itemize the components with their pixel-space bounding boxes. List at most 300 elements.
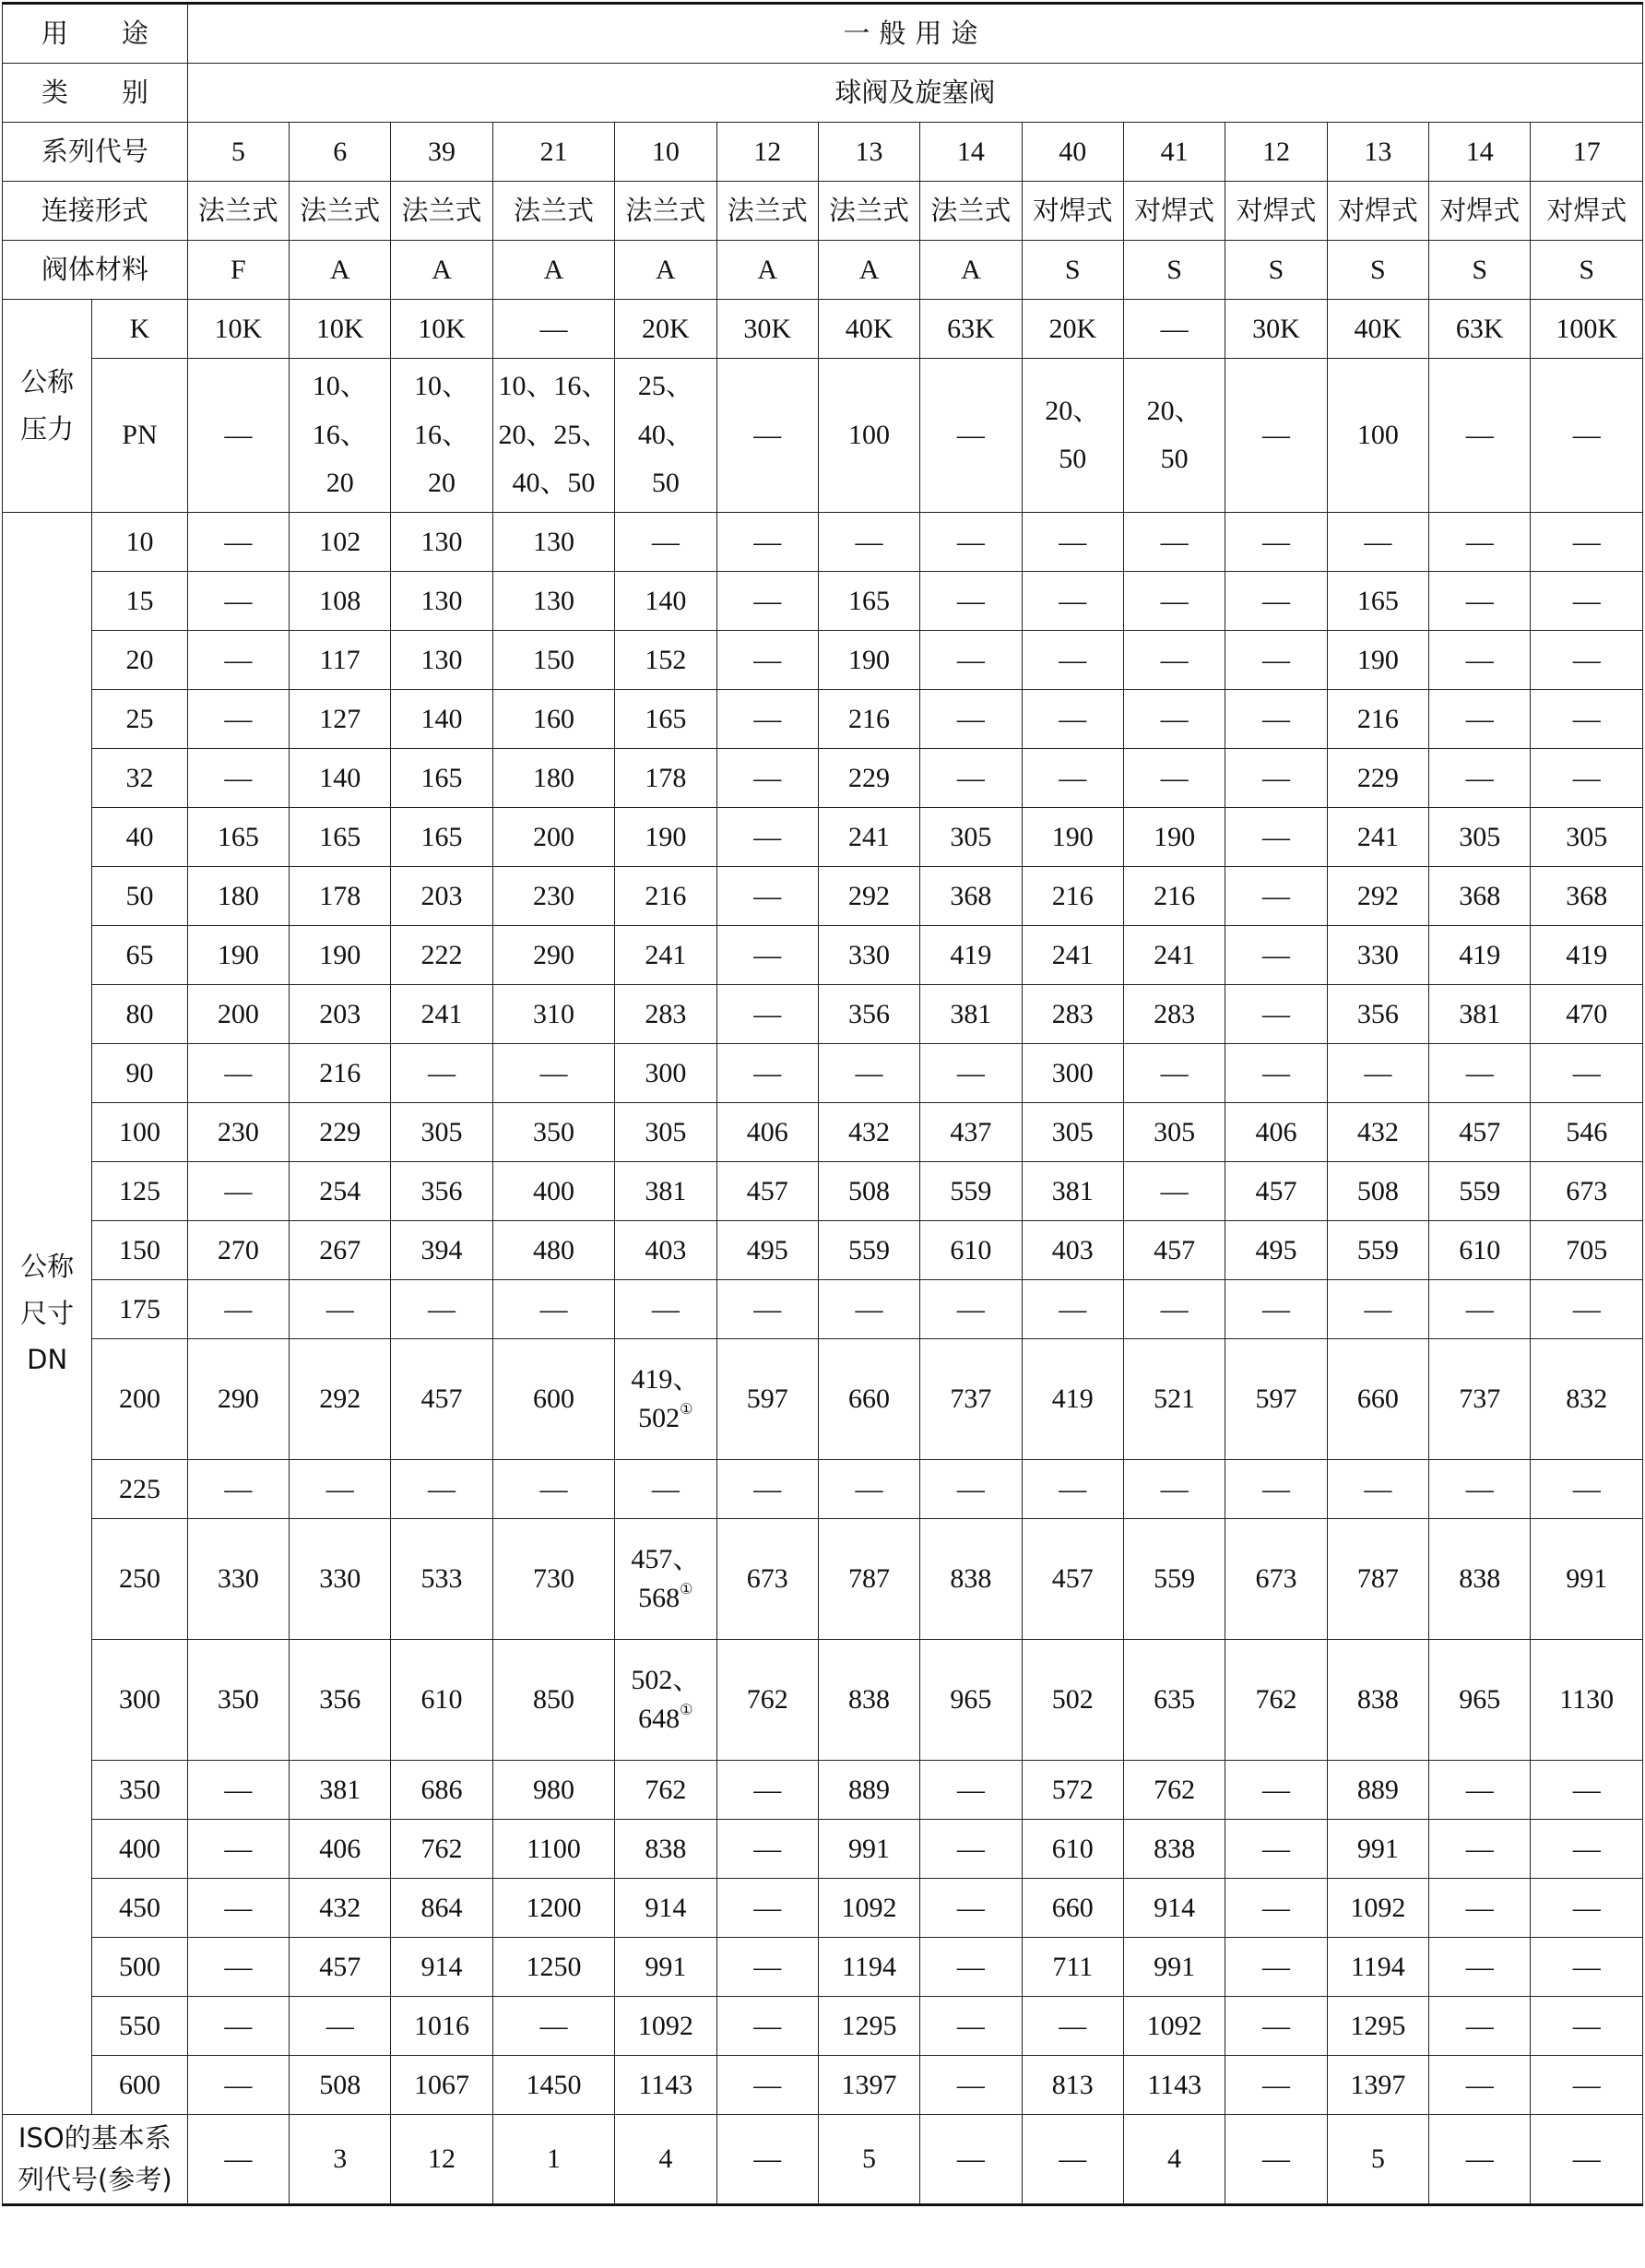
length-value-cell: — xyxy=(187,1044,289,1103)
dn-row xyxy=(3,1162,1643,1221)
material-cell: S xyxy=(1531,241,1643,300)
length-value-cell: 283 xyxy=(1022,985,1123,1044)
length-value-cell: 559 xyxy=(1429,1162,1531,1221)
length-value-cell: 283 xyxy=(1123,985,1225,1044)
length-value-cell: — xyxy=(187,572,289,631)
length-value-cell: — xyxy=(1123,690,1225,749)
length-value-cell: 1100 xyxy=(492,1820,614,1879)
length-value-cell: — xyxy=(1531,1938,1643,1997)
k-value-cell: 30K xyxy=(1225,300,1327,359)
length-value-cell: — xyxy=(818,1044,919,1103)
length-value-cell: — xyxy=(290,1997,391,2056)
iso-value-cell: 3 xyxy=(290,2115,391,2205)
length-value-cell: 914 xyxy=(391,1938,492,1997)
length-value-cell: 102 xyxy=(290,513,391,572)
series-code-cell: 40 xyxy=(1022,123,1123,182)
length-value-cell: 190 xyxy=(1327,631,1428,690)
length-value-cell: — xyxy=(920,1460,1022,1519)
length-value-cell: 838 xyxy=(615,1820,716,1879)
length-value-cell: 216 xyxy=(1327,690,1428,749)
length-value-cell: — xyxy=(1429,1280,1531,1339)
length-value-cell: 850 xyxy=(492,1640,614,1761)
dn-size-cell: 450 xyxy=(92,1879,187,1938)
dn-row xyxy=(3,867,1643,926)
length-value-cell: 178 xyxy=(290,867,391,926)
length-value-cell: — xyxy=(920,1879,1022,1938)
length-value-cell: 711 xyxy=(1022,1938,1123,1997)
dn-row xyxy=(3,631,1643,690)
dn-size-cell: 20 xyxy=(92,631,187,690)
length-value-cell: — xyxy=(1123,572,1225,631)
length-value-cell: 200 xyxy=(492,808,614,867)
iso-value-cell: 4 xyxy=(615,2115,716,2205)
length-value-cell: 660 xyxy=(1022,1879,1123,1938)
length-value-cell: — xyxy=(1022,572,1123,631)
length-value-cell: 1194 xyxy=(1327,1938,1428,1997)
length-value-cell: 241 xyxy=(391,985,492,1044)
dn-size-cell: 500 xyxy=(92,1938,187,1997)
dn-row xyxy=(3,1879,1643,1938)
material-cell: S xyxy=(1022,241,1123,300)
length-value-cell: 838 xyxy=(818,1640,919,1761)
k-value-cell: 20K xyxy=(615,300,716,359)
length-value-cell: 330 xyxy=(818,926,919,985)
category-row xyxy=(3,64,1643,123)
length-value-cell: 356 xyxy=(818,985,919,1044)
length-value-cell: — xyxy=(716,926,818,985)
length-value-cell: 160 xyxy=(492,690,614,749)
length-value-cell: 180 xyxy=(187,867,289,926)
length-value-cell: — xyxy=(492,1460,614,1519)
dn-row xyxy=(3,808,1643,867)
length-value-cell: — xyxy=(716,1820,818,1879)
length-value-cell: 140 xyxy=(615,572,716,631)
length-value-cell: 813 xyxy=(1022,2056,1123,2115)
length-value-cell: — xyxy=(391,1460,492,1519)
length-value-cell: 686 xyxy=(391,1761,492,1820)
length-value-cell: 190 xyxy=(1123,808,1225,867)
length-value-cell: — xyxy=(1225,690,1327,749)
length-value-cell: — xyxy=(187,1938,289,1997)
length-value-cell: 457 xyxy=(1123,1221,1225,1280)
length-value-cell: 508 xyxy=(1327,1162,1428,1221)
length-value-cell: 292 xyxy=(290,1339,391,1460)
dn-row xyxy=(3,1640,1643,1761)
length-value-cell: 178 xyxy=(615,749,716,808)
length-value-cell: — xyxy=(391,1280,492,1339)
length-value-cell: — xyxy=(1225,1280,1327,1339)
length-value-cell: 165 xyxy=(615,690,716,749)
length-value-cell: — xyxy=(818,1460,919,1519)
length-value-cell: — xyxy=(1531,1997,1643,2056)
length-value-cell: 150 xyxy=(492,631,614,690)
length-value-cell: 406 xyxy=(716,1103,818,1162)
length-value-cell: — xyxy=(716,572,818,631)
length-value-cell: 419 xyxy=(1022,1339,1123,1460)
length-value-cell: 305 xyxy=(1429,808,1531,867)
length-value-cell: 1200 xyxy=(492,1879,614,1938)
length-value-cell: — xyxy=(1225,1879,1327,1938)
connection-cell: 对焊式 xyxy=(1022,182,1123,241)
usage-value: 一般用途 xyxy=(187,4,1642,64)
length-value-cell: 1130 xyxy=(1531,1640,1643,1761)
length-value-cell: 406 xyxy=(1225,1103,1327,1162)
length-value-cell: — xyxy=(1022,1460,1123,1519)
length-value-cell: — xyxy=(187,690,289,749)
length-value-cell: 130 xyxy=(391,513,492,572)
length-value-cell: — xyxy=(187,1280,289,1339)
length-value-cell: — xyxy=(1022,513,1123,572)
dn-group-label: 公称 尺寸 DN xyxy=(3,513,92,2115)
connection-cell: 对焊式 xyxy=(1123,182,1225,241)
length-value-cell: — xyxy=(1429,1044,1531,1103)
length-value-cell: 152 xyxy=(615,631,716,690)
length-value-cell: — xyxy=(716,1460,818,1519)
dn-row xyxy=(3,1761,1643,1820)
length-value-cell: 300 xyxy=(615,1044,716,1103)
length-value-cell: 705 xyxy=(1531,1221,1643,1280)
length-value-cell: — xyxy=(615,1280,716,1339)
length-value-cell: — xyxy=(1531,572,1643,631)
length-value-cell: 1397 xyxy=(818,2056,919,2115)
iso-value-cell: — xyxy=(1225,2115,1327,2205)
series-code-cell: 13 xyxy=(818,123,919,182)
pn-value-cell: — xyxy=(716,359,818,513)
length-value-cell: 241 xyxy=(818,808,919,867)
length-value-cell: — xyxy=(1429,1938,1531,1997)
length-value-cell: 310 xyxy=(492,985,614,1044)
iso-value-cell: 4 xyxy=(1123,2115,1225,2205)
iso-label: ISO的基本系列代号(参考) xyxy=(3,2115,188,2205)
connection-cell: 法兰式 xyxy=(391,182,492,241)
length-value-cell: 406 xyxy=(290,1820,391,1879)
length-value-cell: 495 xyxy=(1225,1221,1327,1280)
iso-value-cell: — xyxy=(187,2115,289,2205)
length-value-cell: 241 xyxy=(1123,926,1225,985)
length-value-cell: 356 xyxy=(1327,985,1428,1044)
length-value-cell: 368 xyxy=(920,867,1022,926)
pn-value-cell: — xyxy=(1429,359,1531,513)
material-cell: A xyxy=(615,241,716,300)
length-value-cell: 470 xyxy=(1531,985,1643,1044)
length-value-cell: — xyxy=(920,690,1022,749)
material-cell: F xyxy=(187,241,289,300)
length-value-cell: 330 xyxy=(290,1519,391,1640)
length-value-cell: 305 xyxy=(391,1103,492,1162)
pressure-k-label: K xyxy=(92,300,187,359)
length-value-cell: 1092 xyxy=(615,1997,716,2056)
length-value-cell: 991 xyxy=(615,1938,716,1997)
length-value-cell: 480 xyxy=(492,1221,614,1280)
length-value-cell: 368 xyxy=(1531,867,1643,926)
length-value-cell: — xyxy=(187,1997,289,2056)
length-value-cell: — xyxy=(920,1761,1022,1820)
length-value-cell: — xyxy=(1531,1280,1643,1339)
length-value-cell: — xyxy=(1225,513,1327,572)
dn-size-cell: 125 xyxy=(92,1162,187,1221)
length-value-cell: 165 xyxy=(391,749,492,808)
dn-size-cell: 65 xyxy=(92,926,187,985)
length-value-cell: 216 xyxy=(1123,867,1225,926)
length-value-cell: — xyxy=(1531,1820,1643,1879)
k-value-cell: 40K xyxy=(1327,300,1428,359)
material-cell: A xyxy=(290,241,391,300)
length-value-cell: 165 xyxy=(290,808,391,867)
length-value-cell: 533 xyxy=(391,1519,492,1640)
length-value-cell: 762 xyxy=(615,1761,716,1820)
length-value-cell: 203 xyxy=(290,985,391,1044)
length-value-cell: 350 xyxy=(187,1640,289,1761)
length-value-cell: — xyxy=(716,1879,818,1938)
length-value-cell: 381 xyxy=(1022,1162,1123,1221)
dn-size-cell: 150 xyxy=(92,1221,187,1280)
length-value-cell: 838 xyxy=(1327,1640,1428,1761)
length-value-cell: — xyxy=(1327,1280,1428,1339)
connection-cell: 法兰式 xyxy=(492,182,614,241)
length-value-cell: — xyxy=(1225,867,1327,926)
length-value-cell: — xyxy=(1123,631,1225,690)
pn-value-cell: — xyxy=(1225,359,1327,513)
length-value-cell: 1067 xyxy=(391,2056,492,2115)
length-value-cell: — xyxy=(1429,1460,1531,1519)
length-value-cell: — xyxy=(1327,1044,1428,1103)
k-value-cell: 63K xyxy=(1429,300,1531,359)
footnote-marker: ① xyxy=(680,1582,693,1597)
length-value-cell: 437 xyxy=(920,1103,1022,1162)
length-value-cell: 1295 xyxy=(1327,1997,1428,2056)
length-value-cell: 283 xyxy=(615,985,716,1044)
length-value-cell: 403 xyxy=(615,1221,716,1280)
pn-value-cell: 20、 50 xyxy=(1022,359,1123,513)
pressure-pn-row xyxy=(3,359,1643,513)
length-value-cell: 660 xyxy=(1327,1339,1428,1460)
length-value-cell: — xyxy=(1531,690,1643,749)
length-value-cell: — xyxy=(716,1280,818,1339)
length-value-cell: — xyxy=(1225,926,1327,985)
length-value-cell: — xyxy=(920,1044,1022,1103)
dn-row xyxy=(3,1938,1643,1997)
length-value-cell: — xyxy=(716,1044,818,1103)
length-value-cell: 305 xyxy=(615,1103,716,1162)
length-value-cell: — xyxy=(492,1997,614,2056)
length-value-cell: — xyxy=(716,690,818,749)
series-code-cell: 14 xyxy=(1429,123,1531,182)
length-value-cell: 914 xyxy=(1123,1879,1225,1938)
length-value-cell: 230 xyxy=(187,1103,289,1162)
length-value-cell: — xyxy=(187,749,289,808)
length-value-cell: 254 xyxy=(290,1162,391,1221)
length-value-cell: — xyxy=(1123,1460,1225,1519)
iso-value-cell: — xyxy=(920,2115,1022,2205)
connection-cell: 法兰式 xyxy=(290,182,391,241)
length-value-cell: 546 xyxy=(1531,1103,1643,1162)
dn-row xyxy=(3,1339,1643,1460)
length-value-cell: — xyxy=(920,1997,1022,2056)
k-value-cell: 20K xyxy=(1022,300,1123,359)
length-value-cell: — xyxy=(187,513,289,572)
length-value-cell: — xyxy=(716,1761,818,1820)
length-value-cell: 330 xyxy=(187,1519,289,1640)
dn-size-cell: 300 xyxy=(92,1640,187,1761)
length-value-cell: 190 xyxy=(1022,808,1123,867)
dn-row xyxy=(3,985,1643,1044)
length-value-cell: — xyxy=(818,513,919,572)
dn-size-cell: 10 xyxy=(92,513,187,572)
length-value-cell: 1250 xyxy=(492,1938,614,1997)
length-value-cell: 267 xyxy=(290,1221,391,1280)
length-value-cell: 381 xyxy=(615,1162,716,1221)
dn-row xyxy=(3,749,1643,808)
length-value-cell: 140 xyxy=(290,749,391,808)
connection-cell: 对焊式 xyxy=(1327,182,1428,241)
k-value-cell: 63K xyxy=(920,300,1022,359)
connection-cell: 对焊式 xyxy=(1225,182,1327,241)
length-value-cell: 457 xyxy=(1225,1162,1327,1221)
length-value-cell: 190 xyxy=(615,808,716,867)
length-value-cell: 180 xyxy=(492,749,614,808)
category-value: 球阀及旋塞阀 xyxy=(187,64,1642,123)
length-value-cell: 502 xyxy=(1022,1640,1123,1761)
length-value-cell: 457 xyxy=(716,1162,818,1221)
length-value-cell: — xyxy=(1225,985,1327,1044)
material-label: 阀体材料 xyxy=(3,241,188,300)
material-cell: S xyxy=(1225,241,1327,300)
length-value-cell: 130 xyxy=(492,572,614,631)
pressure-k-row xyxy=(3,300,1643,359)
length-value-cell: 673 xyxy=(1225,1519,1327,1640)
length-value-cell: 737 xyxy=(1429,1339,1531,1460)
length-value-cell: 394 xyxy=(391,1221,492,1280)
length-value-cell: 216 xyxy=(1022,867,1123,926)
dn-size-cell: 175 xyxy=(92,1280,187,1339)
length-value-cell: — xyxy=(492,1280,614,1339)
length-value-cell: 432 xyxy=(290,1879,391,1938)
length-value-cell: 673 xyxy=(1531,1162,1643,1221)
iso-row xyxy=(3,2115,1643,2205)
length-value-cell: — xyxy=(187,1879,289,1938)
category-label: 类 别 xyxy=(3,64,188,123)
length-value-cell: 140 xyxy=(391,690,492,749)
length-value-cell: 270 xyxy=(187,1221,289,1280)
length-value-cell: 762 xyxy=(716,1640,818,1761)
length-value-cell: 108 xyxy=(290,572,391,631)
dn-size-cell: 250 xyxy=(92,1519,187,1640)
length-value-cell: — xyxy=(1022,1997,1123,2056)
material-cell: A xyxy=(920,241,1022,300)
length-value-cell: 610 xyxy=(920,1221,1022,1280)
pn-value-cell: 25、 40、 50 xyxy=(615,359,716,513)
dn-size-cell: 225 xyxy=(92,1460,187,1519)
length-value-cell: 1450 xyxy=(492,2056,614,2115)
length-value-cell: 305 xyxy=(920,808,1022,867)
length-value-cell: 559 xyxy=(1123,1519,1225,1640)
length-value-cell: — xyxy=(1429,1820,1531,1879)
dn-size-cell: 100 xyxy=(92,1103,187,1162)
dn-size-cell: 90 xyxy=(92,1044,187,1103)
dn-size-cell: 80 xyxy=(92,985,187,1044)
dn-size-cell: 600 xyxy=(92,2056,187,2115)
dn-row xyxy=(3,926,1643,985)
iso-value-cell: — xyxy=(1022,2115,1123,2205)
length-value-cell: 190 xyxy=(187,926,289,985)
dn-size-cell: 350 xyxy=(92,1761,187,1820)
length-value-cell: — xyxy=(1327,513,1428,572)
length-value-cell: 457 xyxy=(391,1339,492,1460)
length-value-cell: 635 xyxy=(1123,1640,1225,1761)
length-value-cell: — xyxy=(1123,513,1225,572)
length-value-cell: — xyxy=(920,2056,1022,2115)
length-value-cell: — xyxy=(1022,690,1123,749)
length-value-cell: 1397 xyxy=(1327,2056,1428,2115)
iso-value-cell: — xyxy=(1429,2115,1531,2205)
length-value-cell: 127 xyxy=(290,690,391,749)
iso-value-cell: 5 xyxy=(818,2115,919,2205)
length-value-cell: — xyxy=(1531,1044,1643,1103)
length-value-cell: 980 xyxy=(492,1761,614,1820)
k-value-cell: 10K xyxy=(391,300,492,359)
dn-size-cell: 550 xyxy=(92,1997,187,2056)
length-value-cell: 130 xyxy=(391,572,492,631)
series-code-cell: 14 xyxy=(920,123,1022,182)
dn-size-cell: 25 xyxy=(92,690,187,749)
k-value-cell: — xyxy=(492,300,614,359)
length-value-cell: — xyxy=(1225,572,1327,631)
length-value-cell: — xyxy=(1225,1938,1327,1997)
length-value-cell: — xyxy=(1531,1761,1643,1820)
length-value-cell: — xyxy=(1429,749,1531,808)
length-value-cell: 991 xyxy=(1123,1938,1225,1997)
length-value-cell: 290 xyxy=(187,1339,289,1460)
k-value-cell: — xyxy=(1123,300,1225,359)
dn-row xyxy=(3,1280,1643,1339)
length-value-cell: 230 xyxy=(492,867,614,926)
length-value-cell: — xyxy=(1531,513,1643,572)
usage-row xyxy=(3,4,1643,64)
length-value-cell: — xyxy=(492,1044,614,1103)
length-value-cell: 610 xyxy=(1022,1820,1123,1879)
material-cell: S xyxy=(1123,241,1225,300)
length-value-cell: 403 xyxy=(1022,1221,1123,1280)
length-value-cell: — xyxy=(187,1820,289,1879)
length-value-cell: — xyxy=(716,985,818,1044)
pn-value-cell: 100 xyxy=(818,359,919,513)
dn-size-cell: 32 xyxy=(92,749,187,808)
length-value-cell: 1143 xyxy=(1123,2056,1225,2115)
length-value-cell: — xyxy=(818,1280,919,1339)
connection-cell: 对焊式 xyxy=(1429,182,1531,241)
length-value-cell: 889 xyxy=(818,1761,919,1820)
length-value-cell: 290 xyxy=(492,926,614,985)
k-value-cell: 30K xyxy=(716,300,818,359)
series-code-cell: 21 xyxy=(492,123,614,182)
length-value-cell: 117 xyxy=(290,631,391,690)
pn-value-cell: 100 xyxy=(1327,359,1428,513)
length-value-cell: 991 xyxy=(1531,1519,1643,1640)
length-value-cell: 991 xyxy=(818,1820,919,1879)
length-value-cell: 914 xyxy=(615,1879,716,1938)
length-value-cell: — xyxy=(1327,1460,1428,1519)
length-value-cell: 300 xyxy=(1022,1044,1123,1103)
length-value-cell: 737 xyxy=(920,1339,1022,1460)
length-value-cell: 508 xyxy=(290,2056,391,2115)
dn-size-cell: 15 xyxy=(92,572,187,631)
length-value-cell: 502、 648① xyxy=(615,1640,716,1761)
pn-value-cell: 10、16、 20、25、 40、50 xyxy=(492,359,614,513)
pressure-group-label: 公称 压力 xyxy=(3,300,92,513)
length-value-cell: — xyxy=(290,1460,391,1519)
length-value-cell: — xyxy=(1123,1162,1225,1221)
length-value-cell: 495 xyxy=(716,1221,818,1280)
